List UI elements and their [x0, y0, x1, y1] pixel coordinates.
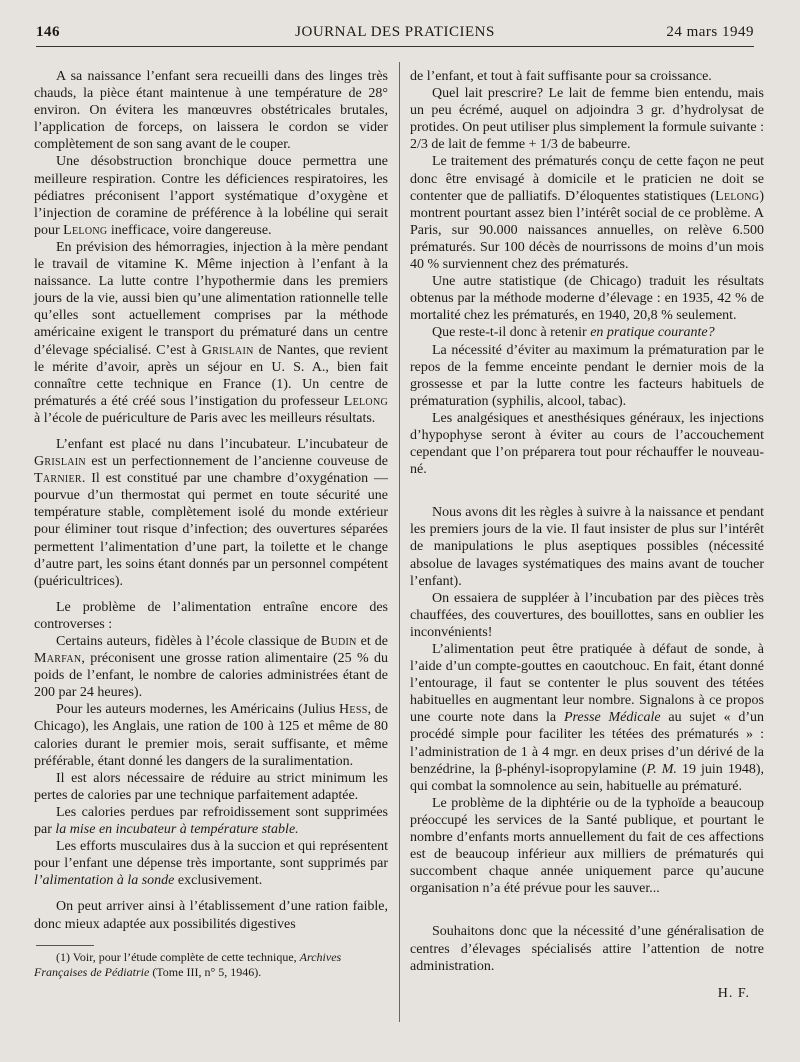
paragraph: Les calories perdues par refroidissement sont supprimées par la mise en incubateur à température stable.: [34, 804, 388, 838]
paragraph: On peut arriver ainsi à l’établissement d’une ration faible, donc mieux adaptée aux possibilités digestives: [34, 899, 388, 932]
paragraph: Une désobstruction bronchique douce permettra une meilleure respiration. Contre les déficiences respiratoires, les pédiatres préconisent l’apport systématique d’oxygène et l’injection de coramine de préférence à la lobéline qui serait pour Lelong inefficace, voire dangereuse.: [34, 154, 388, 238]
paragraph: Les analgésiques et anesthésiques généraux, les injections d’hypophyse seront à éviter au cours de l’accouchement cependant que l’on préparera tout pour réchauffer le nouveau-né.: [410, 410, 764, 478]
author-name: Hess: [339, 702, 368, 718]
paragraph: Souhaitons donc que la nécessité d’une généralisation de centres d’élevages spécialisés attire l’attention de notre administration.: [410, 924, 764, 974]
paragraph: La nécessité d’éviter au maximum la prématuration par le repos de la femme enceinte pendant le dernier mois de la grossesse et par la lutte contre les facteurs habituels de prématuration (syphilis, alcool, tabac).: [410, 342, 764, 409]
signature: H. F.: [717, 985, 750, 1001]
paragraph: En prévision des hémorragies, injection à la mère pendant le travail de vitamine K. Même injection à l’enfant à la naissance. La lutte contre l’hypothermie dans les premiers jours de la vie, aussi bien qu’une alimentation rationnelle telle qu’elles sont actuellement comprises par la méthode américaine exigent le transport du prématuré dans un centre d’élevage spécialisé. C’est à Grislain de Nantes, que revient le mérite d’avoir, après un séjour en U. S. A., bien fait connaître cette technique en France (1). Un centre de prématurés a été créé sous l’instigation du professeur Lelong à l’école de puériculture de Paris avec les meilleurs résultats.: [34, 239, 388, 426]
page-header: [36, 24, 754, 46]
author-name: Grislain: [34, 454, 86, 470]
author-name: Budin: [320, 634, 357, 649]
journal-title: JOURNAL DES PRATICIENS: [295, 24, 495, 40]
emphasis: Presse Médicale: [563, 710, 661, 726]
paragraph: Certains auteurs, fidèles à l’école classique de Budin et de Marfan, préconisent une grosse ration alimentaire (25 % du poids de l’enfant, le nombre de calories administrées étant de 200 par 24 heures).: [34, 634, 388, 701]
author-name: Lelong: [715, 188, 760, 204]
left-column: [34, 68, 388, 980]
emphasis: P. M.: [646, 761, 677, 777]
paragraph: de l’enfant, et tout à fait suffisante pour sa croissance.: [410, 69, 712, 84]
author-name: Tarnier: [34, 471, 82, 487]
page-number: 146: [36, 24, 60, 40]
emphasis: la mise en incubateur à température stable.: [55, 822, 299, 838]
emphasis: l’alimentation à la sonde: [34, 873, 175, 889]
author-name: Marfan: [34, 651, 82, 667]
paragraph: A sa naissance l’enfant sera recueilli dans des linges très chauds, la pièce étant maintenue à une température de 28° environ. On évitera les manœuvres obstétricales brutales, l’application de forceps, on laissera le cordon se vider complètement de son sang avant de le couper.: [34, 69, 388, 153]
paragraph: Le traitement des prématurés conçu de cette façon ne peut donc être envisagé à domicile et le praticien ne doit se contenter que de palliatifs. D’éloquentes statistiques (Lelong) montrent pourtant assez bien l’intérêt social de ce problème. A Paris, sur 90.000 naissances annuelles, on relève 6.500 prématurés. Sur 100 décès de nourrissons de moins d’un mois 40 % surviennent chez des prématurés.: [410, 154, 764, 273]
emphasis: en pratique courante?: [590, 325, 715, 341]
author-name: Lelong: [343, 393, 388, 409]
paragraph: Quel lait prescrire? Le lait de femme bien entendu, mais un peu écrémé, auquel on adjoindra 3 gr. d’hydrolysat de protides. On peut utiliser plus simplement la formule suivante : 2/3 de lait de femme + 1/3 de babeurre.: [410, 86, 764, 153]
paragraph: Il est alors nécessaire de réduire au strict minimum les pertes de calories par une technique parfaitement adaptée.: [34, 770, 388, 803]
paragraph: L’enfant est placé nu dans l’incubateur. L’incubateur de Grislain est un perfectionnement de l’ancienne couveuse de Tarnier. Il est constitué par une chambre d’oxygénation — pourvue d’un thermostat qui permet en toute sécurité une température stable, complètement isolé du monde extérieur pour éliminer tout risque d’infection; des ouvertures séparées permettent l’alimentation d’une part, la toilette et le change d’autre part, les soins étant donnés par un personnel compétent (puéricultrices).: [34, 436, 388, 589]
footnote: (1) Voir, pour l’étude complète de cette technique, Archives Françaises de Pédiatrie (Tome III, n° 5, 1946).: [34, 949, 342, 979]
paragraph: On essaiera de suppléer à l’incubation par des pièces très chauffées, des couvertures, des bouillottes, sans en oublier les inconvénients!: [410, 590, 764, 640]
emphasis: Archives Françaises de Pédiatrie: [34, 949, 342, 979]
paragraph: Que reste-t-il donc à retenir en pratique courante?: [432, 325, 715, 341]
author-name: Lelong: [63, 222, 108, 238]
paragraph: Une autre statistique (de Chicago) traduit les résultats obtenus par la méthode moderne d’élevage : en 1935, 42 % de mortalité chez les prématurés, en 1940, 20,8 % seulement.: [410, 274, 764, 324]
header-rule: [36, 46, 754, 47]
right-column: [410, 68, 764, 1002]
paragraph: L’alimentation peut être pratiquée à défaut de sonde, à l’aide d’un compte-gouttes en caoutchouc. En fait, étant donné l’entourage, il faut se contenter le plus souvent des tétées habituelles en augmentant leur nombre. Signalons à ce propos une courte note dans la Presse Médicale au sujet « d’un procédé simple pour faciliter les tétées des prématurés » : l’administration de 1 à 4 mgr. en deux prises d’un dérivé de la benzédrine, la β-phényl-isopropylamine (P. M. 19 juin 1948), qui combat la somnolence au sein, habituelle au prématuré.: [410, 642, 765, 794]
paragraph: Nous avons dit les règles à suivre à la naissance et pendant les premiers jours de la vie. Il faut insister de plus sur l’intérêt de manipulations le plus aseptiques possibles (nécessité absolue de lavages systématiques des mains avant de toucher l’enfant).: [410, 505, 764, 589]
paragraph: Les efforts musculaires dus à la succion et qui représentent pour l’enfant une dépense très importante, sont supprimés par l’alimentation à la sonde exclusivement.: [34, 839, 388, 889]
issue-date: 24 mars 1949: [666, 24, 754, 40]
footnote-rule: [36, 945, 94, 946]
paragraph: Pour les auteurs modernes, les Américains (Julius Hess, de Chicago), les Anglais, une ration de 100 à 125 et même de 80 calories durant le premier mois, serait suffisante, et même préférable, étant donné les dangers de la suralimentation.: [34, 702, 388, 769]
author-name: Grislain: [201, 342, 254, 358]
column-divider: [399, 62, 400, 1022]
paragraph: Le problème de la diphtérie ou de la typhoïde a beaucoup préoccupé les services de la Santé publique, et pourtant le nombre d’enfants morts annuellement du fait de ces affections est de beaucoup inférieur aux milliers de prématurés qui succombent chaque année uniquement parce qu’aucune organisation n’a été prévue pour les sauver...: [410, 795, 764, 897]
paragraph: Le problème de l’alimentation entraîne encore des controverses :: [34, 599, 388, 632]
